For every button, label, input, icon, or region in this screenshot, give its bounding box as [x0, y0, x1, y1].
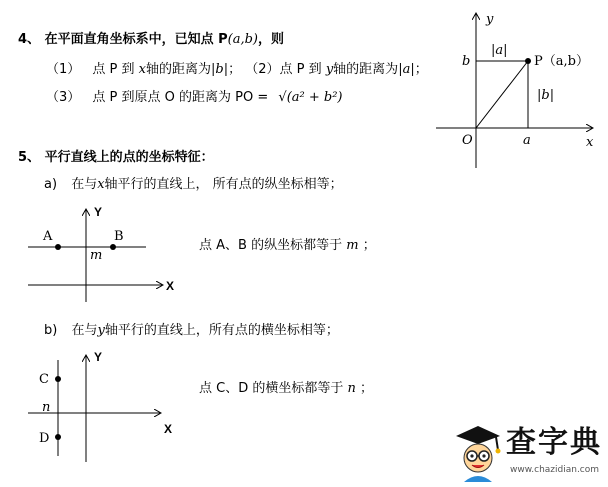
item4-title: 在平面直角坐标系中，已知点 P — [44, 32, 228, 47]
item5b-fig-y: Y — [94, 350, 103, 364]
item5b-fig-x: X — [164, 422, 173, 436]
watermark-mascot-icon — [448, 422, 508, 484]
item4-fig-abs-a: |a| — [491, 43, 508, 58]
item5b-note-n: n — [347, 381, 356, 396]
item4-n2: （2）点 P 到 — [245, 62, 322, 77]
item5a-label: a) — [44, 177, 58, 192]
item5a-pre: 在与 — [71, 177, 98, 192]
item5a-fig-x: X — [166, 279, 175, 293]
item5a-fig-B: B — [114, 229, 124, 244]
item5b-post: 轴平行的直线上，所有点的横坐标相等； — [104, 323, 339, 338]
item4-point: (a,b) — [227, 32, 258, 47]
watermark-name: 查字典 — [506, 425, 602, 460]
item5b-note-post: ； — [360, 381, 374, 396]
item5b-y: y — [97, 323, 105, 338]
item5b-fig-n: n — [42, 400, 51, 415]
item4-semi2: ； — [414, 62, 428, 77]
item5a-post: 轴平行的直线上， 所有点的纵坐标相等； — [104, 177, 343, 192]
item5b-pre: 在与 — [71, 323, 98, 338]
item5-title: 平行直线上的点的坐标特征： — [44, 150, 214, 165]
item4-fig-point-label: P（a,b） — [534, 54, 589, 69]
item5a-note-pre: 点 A、B 的纵坐标都等于 — [199, 238, 343, 253]
item4-y: y — [325, 62, 334, 77]
item5a-fig-A: A — [43, 229, 53, 244]
item4-p2b: 轴的距离为 — [333, 62, 399, 77]
item4-abs-a: |a| — [398, 62, 415, 77]
item5a-note-m: m — [346, 238, 359, 253]
item5b-note-pre: 点 C、D 的横坐标都等于 — [199, 381, 344, 396]
item4-n3: （3） — [46, 90, 81, 105]
item5-number: 5、 — [18, 150, 41, 165]
item4-tail: ，则 — [258, 32, 285, 47]
item4-x: x — [138, 62, 147, 77]
watermark — [440, 420, 608, 487]
item5b-fig-D: D — [39, 431, 50, 446]
item4-fig-origin: O — [462, 133, 473, 148]
item4-abs-b: |b| — [211, 62, 229, 77]
item5b-point-c — [55, 376, 61, 382]
item4-fig-a: a — [523, 133, 531, 148]
item4-fig-y: y — [486, 12, 494, 27]
item4-p1b: 轴的距离为 — [146, 62, 212, 77]
item5a-fig-m: m — [90, 248, 103, 263]
item4-p1a: 点 P 到 — [92, 62, 135, 77]
item5b-note — [199, 381, 373, 397]
item4-number: 4、 — [18, 32, 41, 47]
item5b-point-d — [55, 434, 61, 440]
item4-formula: √(a² + b²) — [278, 90, 343, 105]
item4-n1: （1） — [46, 62, 81, 77]
item5a-x: x — [97, 177, 105, 192]
item5b-fig-C: C — [39, 372, 49, 387]
item4-p3: 点 P 到原点 O 的距离为 PO = — [92, 90, 269, 105]
watermark-url: www.chazidian.com — [510, 465, 600, 475]
item4-semi: ； — [228, 62, 242, 77]
item5b-label: b) — [44, 323, 58, 338]
item4-fig-x: x — [586, 135, 594, 150]
item4-fig-b: b — [462, 54, 471, 69]
item4-fig-abs-b: |b| — [537, 88, 555, 103]
item5a-fig-y: Y — [94, 205, 103, 219]
item5a-note-post: ； — [362, 238, 376, 253]
